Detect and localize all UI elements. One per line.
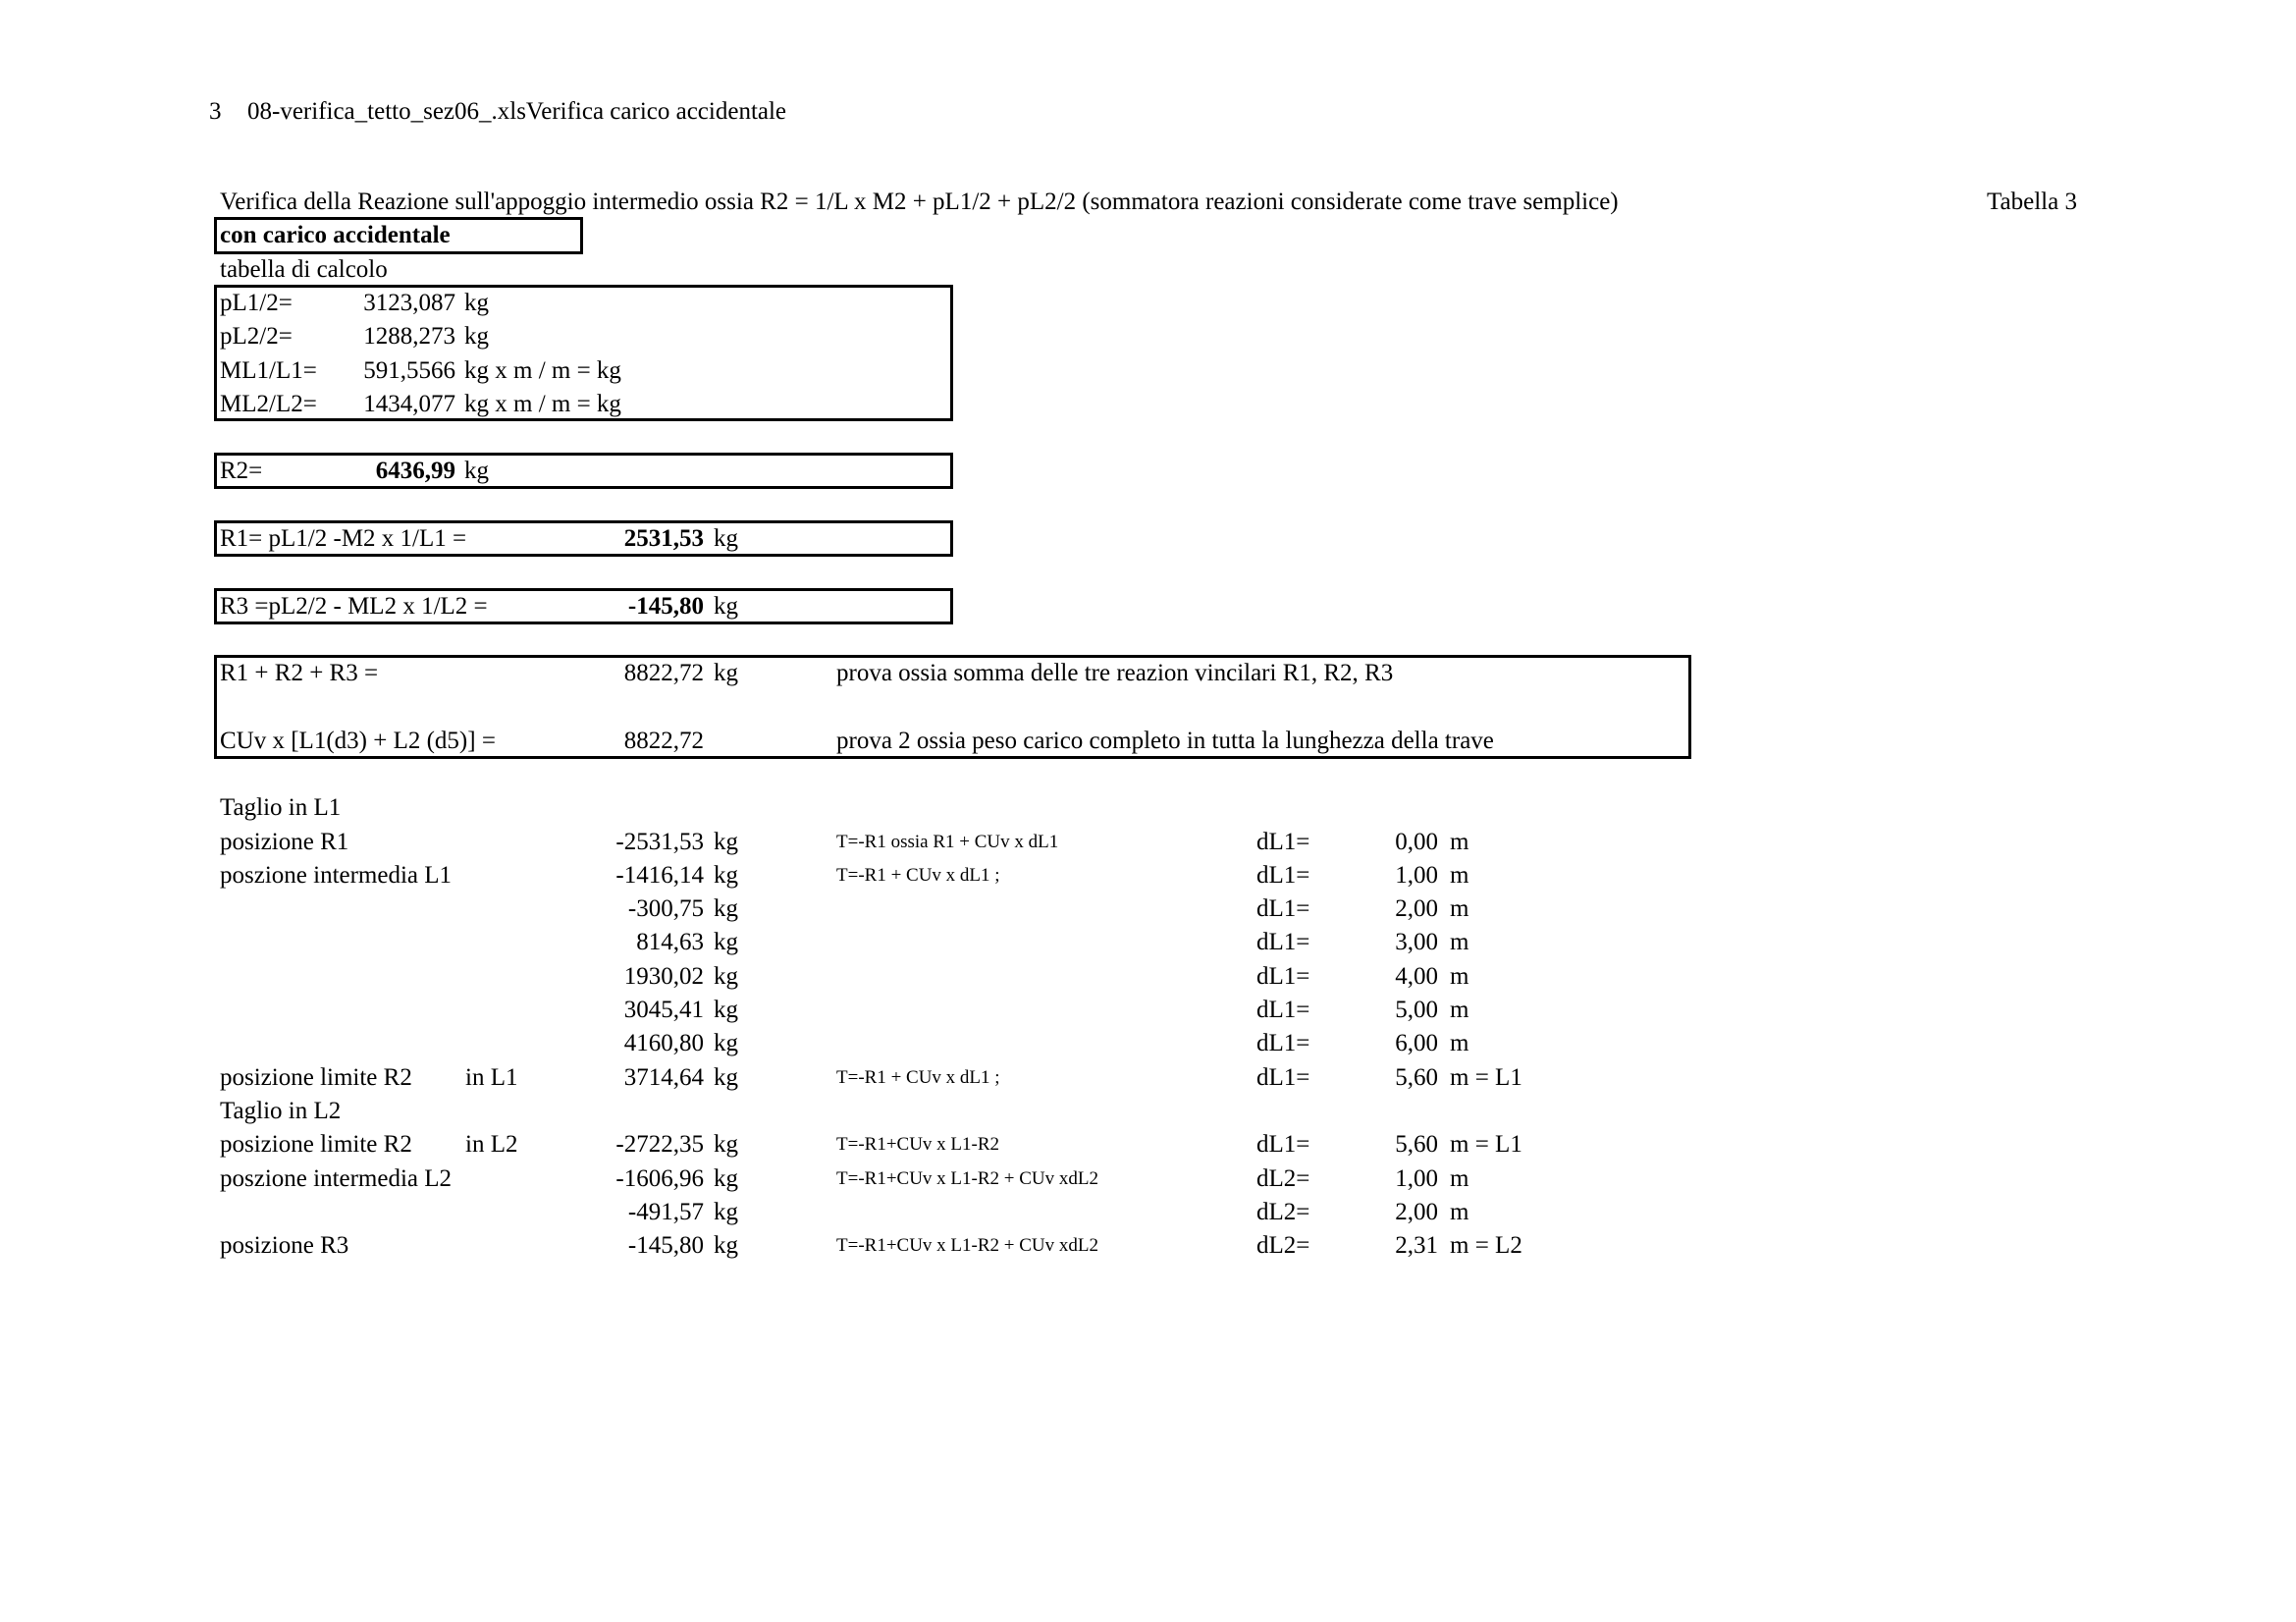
shear-distance-label: dL1= [1256, 1030, 1310, 1056]
shear-value: -1416,14 [615, 862, 704, 889]
shear-distance-value: 5,60 [1395, 1131, 1438, 1158]
check-label: R1 + R2 + R3 = [220, 660, 379, 686]
shear-distance-value: 5,00 [1395, 997, 1438, 1023]
shear-distance-label: dL1= [1256, 1064, 1310, 1091]
calc-label: pL1/2= [220, 290, 293, 316]
shear-distance-label: dL1= [1256, 929, 1310, 955]
calc-unit: kg x m / m = kg [464, 357, 621, 384]
shear-unit: kg [714, 997, 738, 1023]
shear-unit: kg [714, 895, 738, 922]
shear-position-label: posizione R1 [220, 829, 349, 855]
shear-value: -145,80 [627, 1232, 704, 1259]
shear-l1-heading: Taglio in L1 [220, 794, 342, 821]
shear-distance-unit: m [1450, 1165, 1469, 1192]
shear-formula: T=-R1+CUv x L1-R2 [836, 1134, 1000, 1155]
r2-unit: kg [464, 458, 489, 484]
shear-distance-unit: m [1450, 929, 1469, 955]
shear-distance-label: dL1= [1256, 895, 1310, 922]
check-label: CUv x [L1(d3) + L2 (d5)] = [220, 728, 496, 754]
shear-unit: kg [714, 1199, 738, 1225]
shear-value: 4160,80 [623, 1030, 704, 1056]
check-value: 8822,72 [623, 660, 704, 686]
calc-value: 1288,273 [363, 323, 455, 350]
shear-value: 3045,41 [623, 997, 704, 1023]
calc-label: ML2/L2= [220, 391, 317, 417]
shear-distance-label: dL1= [1256, 963, 1310, 990]
calc-unit: kg [464, 290, 489, 316]
shear-value: -2531,53 [615, 829, 704, 855]
calc-value: 591,5566 [363, 357, 455, 384]
r1-label: R1= pL1/2 -M2 x 1/L1 = [220, 525, 467, 552]
shear-position-label: posizione limite R2 [220, 1131, 412, 1158]
shear-distance-value: 2,00 [1395, 895, 1438, 922]
shear-distance-value: 4,00 [1395, 963, 1438, 990]
shear-unit: kg [714, 1165, 738, 1192]
calc-value: 1434,077 [363, 391, 455, 417]
shear-unit: kg [714, 829, 738, 855]
r1-value: 2531,53 [623, 525, 704, 552]
shear-value: -2722,35 [615, 1131, 704, 1158]
shear-formula: T=-R1 + CUv x dL1 ; [836, 1067, 1000, 1088]
shear-distance-label: dL1= [1256, 997, 1310, 1023]
r3-label: R3 =pL2/2 - ML2 x 1/L2 = [220, 593, 488, 620]
shear-unit: kg [714, 1131, 738, 1158]
table-reference: Tabella 3 [1987, 189, 2077, 215]
shear-value: -300,75 [627, 895, 704, 922]
intro-text: Verifica della Reazione sull'appoggio intermedio ossia R2 = 1/L x M2 + pL1/2 + pL2/2 (sommatora reazioni considerate come trave semplice) [220, 189, 1619, 215]
calc-unit: kg [464, 323, 489, 350]
r2-box [214, 453, 953, 489]
document-title: 08-verifica_tetto_sez06_.xlsVerifica carico accidentale [247, 98, 787, 125]
shear-distance-value: 2,00 [1395, 1199, 1438, 1225]
shear-value: 814,63 [636, 929, 704, 955]
shear-value: 3714,64 [623, 1064, 704, 1091]
shear-value: 1930,02 [623, 963, 704, 990]
shear-distance-unit: m = L1 [1450, 1131, 1522, 1158]
shear-value: -491,57 [627, 1199, 704, 1225]
shear-distance-unit: m = L1 [1450, 1064, 1522, 1091]
shear-formula: T=-R1+CUv x L1-R2 + CUv xdL2 [836, 1168, 1099, 1189]
check-note: prova ossia somma delle tre reazion vincilari R1, R2, R3 [836, 660, 1394, 686]
shear-distance-unit: m [1450, 1199, 1469, 1225]
shear-distance-unit: m [1450, 862, 1469, 889]
section-title: con carico accidentale [220, 222, 451, 248]
calc-unit: kg x m / m = kg [464, 391, 621, 417]
shear-distance-label: dL2= [1256, 1232, 1310, 1259]
shear-distance-unit: m [1450, 963, 1469, 990]
shear-distance-unit: m [1450, 1030, 1469, 1056]
shear-unit: kg [714, 963, 738, 990]
check-value: 8822,72 [623, 728, 704, 754]
shear-position-label: posizione R3 [220, 1232, 349, 1259]
shear-distance-value: 0,00 [1395, 829, 1438, 855]
shear-position-label: poszione intermedia L1 [220, 862, 453, 889]
shear-distance-label: dL1= [1256, 1131, 1310, 1158]
shear-distance-value: 5,60 [1395, 1064, 1438, 1091]
r2-value: 6436,99 [375, 458, 455, 484]
shear-distance-label: dL1= [1256, 862, 1310, 889]
r1-unit: kg [714, 525, 738, 552]
shear-distance-value: 3,00 [1395, 929, 1438, 955]
shear-distance-unit: m [1450, 829, 1469, 855]
shear-distance-value: 1,00 [1395, 862, 1438, 889]
shear-span-label: in L2 [465, 1131, 518, 1158]
calc-value: 3123,087 [363, 290, 455, 316]
r2-label: R2= [220, 458, 263, 484]
shear-unit: kg [714, 862, 738, 889]
shear-distance-label: dL1= [1256, 829, 1310, 855]
shear-distance-label: dL2= [1256, 1165, 1310, 1192]
shear-unit: kg [714, 1064, 738, 1091]
shear-unit: kg [714, 1030, 738, 1056]
section-subtitle: tabella di calcolo [220, 256, 388, 283]
shear-distance-label: dL2= [1256, 1199, 1310, 1225]
shear-distance-unit: m [1450, 895, 1469, 922]
r3-unit: kg [714, 593, 738, 620]
shear-distance-value: 2,31 [1395, 1232, 1438, 1259]
check-unit: kg [714, 660, 738, 686]
shear-unit: kg [714, 929, 738, 955]
shear-formula: T=-R1 + CUv x dL1 ; [836, 865, 1000, 886]
calc-label: pL2/2= [220, 323, 293, 350]
shear-unit: kg [714, 1232, 738, 1259]
r3-value: -145,80 [627, 593, 704, 620]
shear-formula: T=-R1 ossia R1 + CUv x dL1 [836, 832, 1059, 852]
page-number: 3 [209, 98, 222, 125]
shear-position-label: posizione limite R2 [220, 1064, 412, 1091]
shear-span-label: in L1 [465, 1064, 518, 1091]
shear-value: -1606,96 [615, 1165, 704, 1192]
calc-label: ML1/L1= [220, 357, 317, 384]
shear-distance-value: 6,00 [1395, 1030, 1438, 1056]
shear-position-label: poszione intermedia L2 [220, 1165, 453, 1192]
shear-distance-unit: m = L2 [1450, 1232, 1522, 1259]
check-note: prova 2 ossia peso carico completo in tutta la lunghezza della trave [836, 728, 1494, 754]
shear-l2-heading: Taglio in L2 [220, 1098, 342, 1124]
shear-formula: T=-R1+CUv x L1-R2 + CUv xdL2 [836, 1235, 1099, 1256]
shear-distance-value: 1,00 [1395, 1165, 1438, 1192]
shear-distance-unit: m [1450, 997, 1469, 1023]
